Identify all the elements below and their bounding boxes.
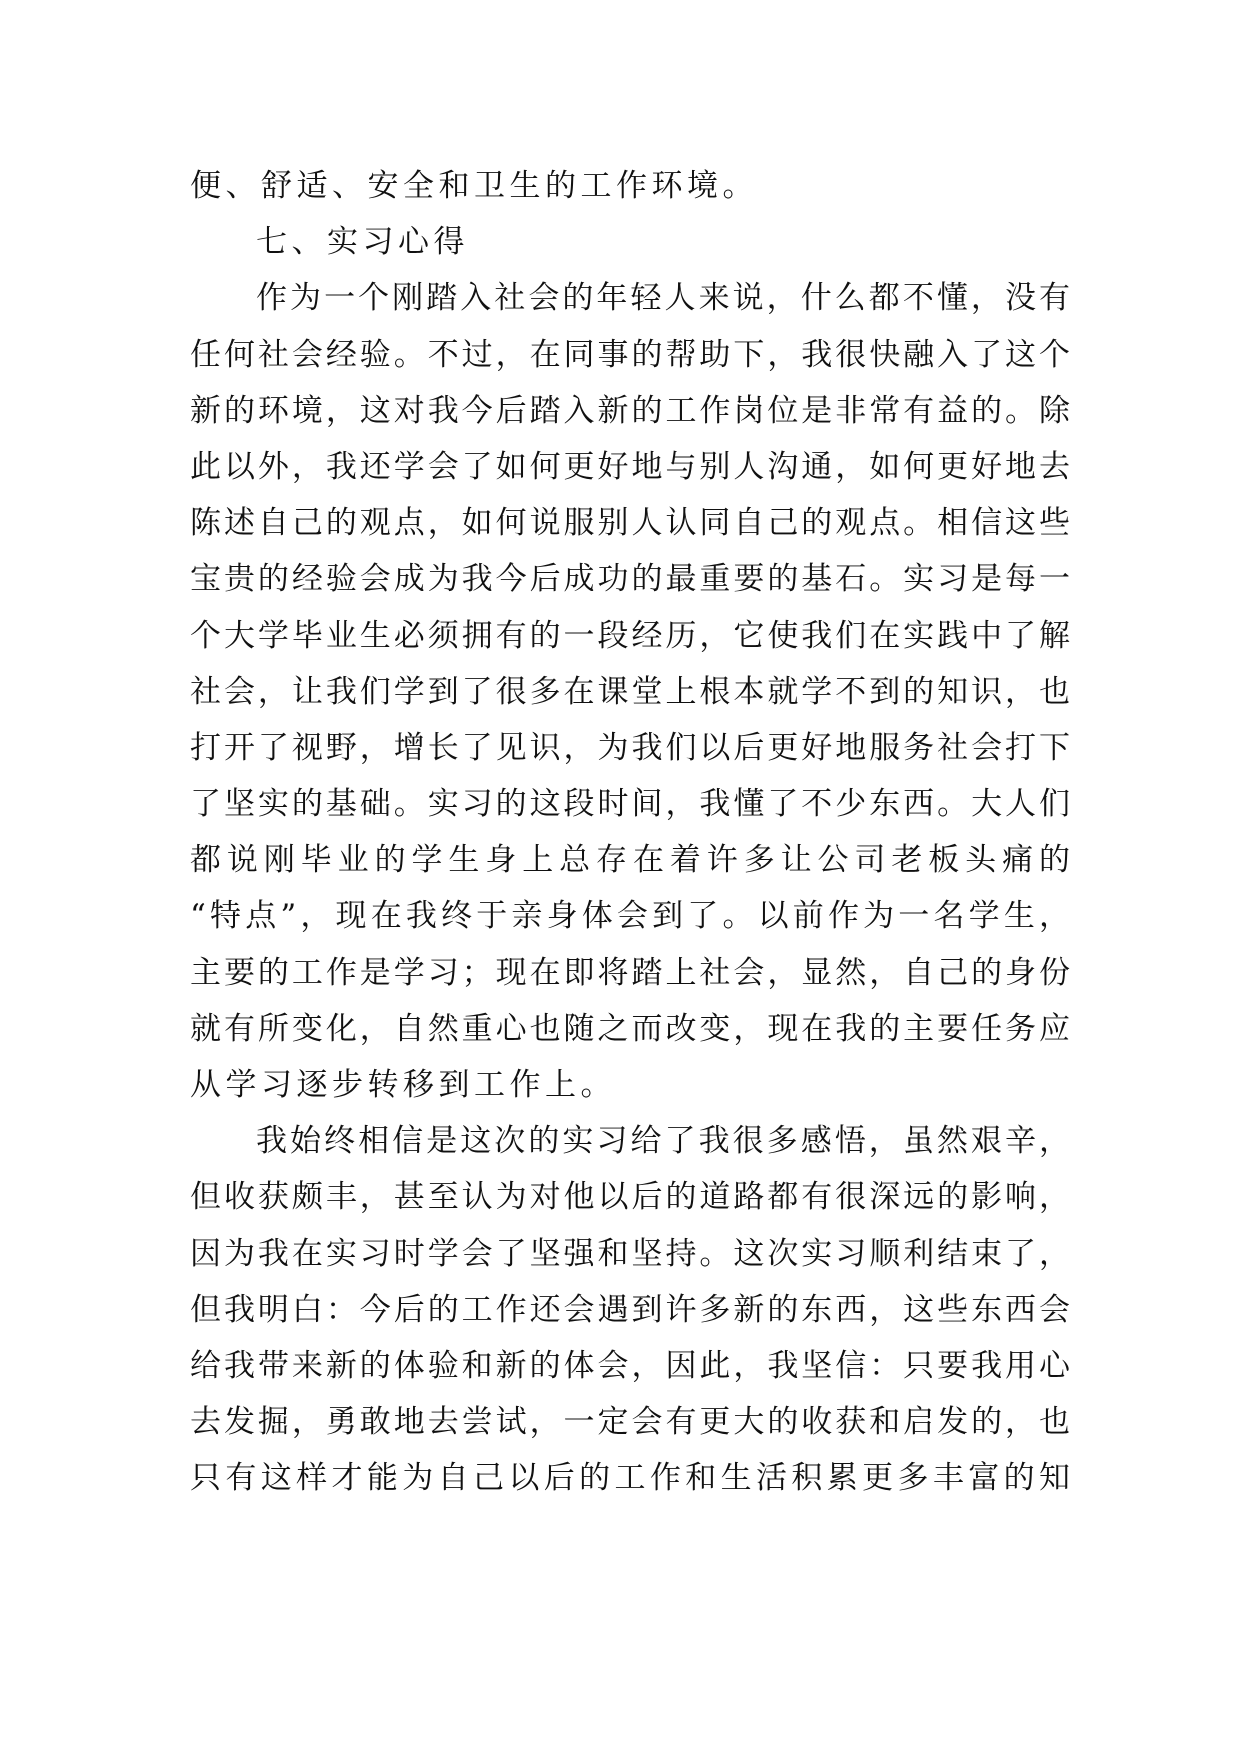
paragraph-line: 主要的工作是学习；现在即将踏上社会，显然，自己的身份 [190, 954, 1070, 991]
paragraph-line: 只有这样才能为自己以后的工作和生活积累更多丰富的知 [190, 1460, 1070, 1497]
text-line: 便、舒适、安全和卫生的工作环境。 [190, 168, 758, 204]
paragraph-line: 从学习逐步转移到工作上。 [190, 1067, 616, 1103]
paragraph-line: 社会，让我们学到了很多在课堂上根本就学不到的知识，也 [190, 673, 1070, 710]
paragraph-line: 我始终相信是这次的实习给了我很多感悟，虽然艰辛， [256, 1123, 1070, 1160]
paragraph-line: 都说刚毕业的学生身上总存在着许多让公司老板头痛的 [190, 842, 1070, 879]
paragraph-line: 此以外，我还学会了如何更好地与别人沟通，如何更好地去 [190, 448, 1070, 485]
section-heading: 七、实习心得 [256, 224, 469, 261]
paragraph-line: 宝贵的经验会成为我今后成功的最重要的基石。实习是每一 [190, 561, 1070, 598]
paragraph-line: 给我带来新的体验和新的体会，因此，我坚信：只要我用心 [190, 1347, 1070, 1384]
paragraph-line: 作为一个刚踏入社会的年轻人来说，什么都不懂，没有 [256, 280, 1070, 317]
document-body [190, 158, 1070, 1507]
paragraph-line: “特点”，现在我终于亲身体会到了。以前作为一名学生， [190, 898, 1070, 935]
paragraph-line: 新的环境，这对我今后踏入新的工作岗位是非常有益的。除 [190, 392, 1070, 429]
paragraph-line: 陈述自己的观点，如何说服别人认同自己的观点。相信这些 [190, 505, 1070, 542]
paragraph-line: 去发掘，勇敢地去尝试，一定会有更大的收获和启发的，也 [190, 1404, 1070, 1441]
paragraph-line: 就有所变化，自然重心也随之而改变，现在我的主要任务应 [190, 1010, 1070, 1047]
paragraph-line: 任何社会经验。不过，在同事的帮助下，我很快融入了这个 [190, 336, 1070, 373]
paragraph-line: 但我明白：今后的工作还会遇到许多新的东西，这些东西会 [190, 1291, 1070, 1328]
paragraph-line: 个大学毕业生必须拥有的一段经历，它使我们在实践中了解 [190, 617, 1070, 654]
paragraph-line: 因为我在实习时学会了坚强和坚持。这次实习顺利结束了， [190, 1235, 1070, 1272]
paragraph-line: 了坚实的基础。实习的这段时间，我懂了不少东西。大人们 [190, 786, 1070, 823]
paragraph-line: 打开了视野，增长了见识，为我们以后更好地服务社会打下 [190, 729, 1070, 766]
paragraph-line: 但收获颇丰，甚至认为对他以后的道路都有很深远的影响， [190, 1179, 1070, 1216]
